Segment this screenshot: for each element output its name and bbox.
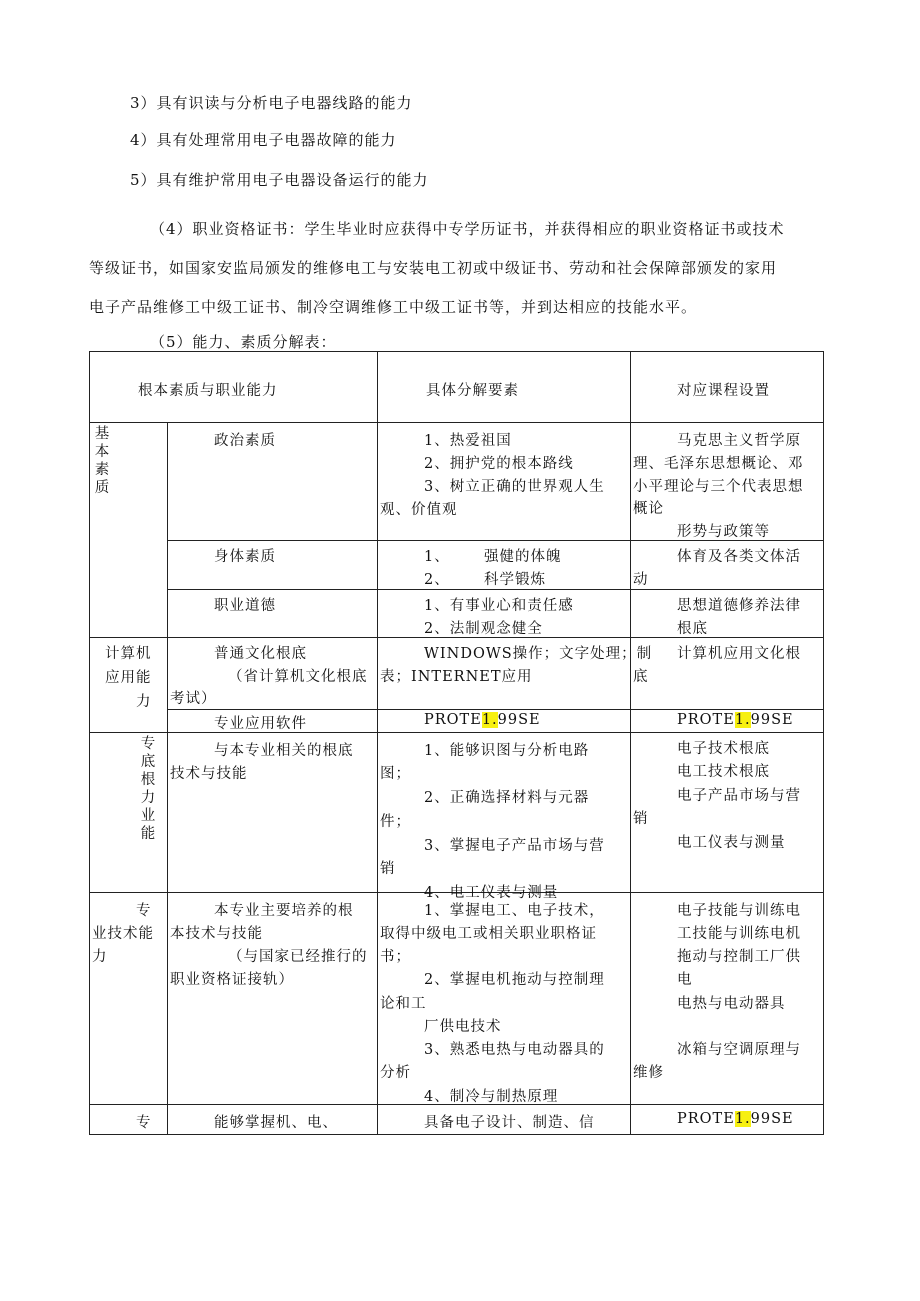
table-row xyxy=(90,590,824,638)
element-line: 3、树立正确的世界观人生 xyxy=(424,479,605,495)
course-line: 理、毛泽东思想概论、邓 xyxy=(633,456,804,472)
category-foundation: 专底根力业能 xyxy=(140,736,156,842)
row-name: 技术与技能 xyxy=(170,766,248,782)
element-line: 4、制冷与制热原理 xyxy=(424,1089,559,1105)
element-line: 3、熟悉电热与电动器具的 xyxy=(424,1042,605,1058)
element-line: 图； xyxy=(380,766,411,782)
element-line: 1、热爱祖国 xyxy=(424,433,512,449)
course-line: 冰箱与空调原理与 xyxy=(677,1042,801,1058)
software-element: PROTE1.99SE xyxy=(424,712,541,728)
cert-paragraph-line: （4）职业资格证书：学生毕业时应获得中专学历证书，并获得相应的职业资格证书或技术 xyxy=(150,220,785,238)
category-basic: 基本素质 xyxy=(94,426,110,496)
element-line: WINDOWS操作；文字处理；制 xyxy=(424,646,653,662)
category-tech: 力 xyxy=(92,949,108,965)
element-line: 强健的体魄 xyxy=(484,549,562,565)
course-line: 电热与电动器具 xyxy=(677,996,786,1012)
table-row xyxy=(90,423,824,541)
row-name: 能够掌握机、电、 xyxy=(214,1115,338,1131)
element-line: 3、掌握电子产品市场与营 xyxy=(424,838,605,854)
category-computer: 应用能 xyxy=(105,670,152,686)
element-line: 观、价值观 xyxy=(380,502,458,518)
category-computer: 计算机 xyxy=(105,646,152,662)
table-row xyxy=(90,1105,824,1135)
table-title: （5）能力、素质分解表： xyxy=(150,333,337,351)
ability-item: 5）具有维护常用电子电器设备运行的能力 xyxy=(130,171,429,189)
header-cell: 根本素质与职业能力 xyxy=(138,383,278,399)
element-line: 分析 xyxy=(380,1065,411,1081)
course-line: 销 xyxy=(633,811,649,827)
element-line: 件； xyxy=(380,814,411,830)
element-line: 1、能够识图与分析电路 xyxy=(424,743,590,759)
row-name-note: （省计算机文化根底 xyxy=(228,669,368,685)
element-line: 2、拥护党的根本路线 xyxy=(424,456,574,472)
course-line: 拖动与控制工厂供 xyxy=(677,949,801,965)
software-course: PROTE1.99SE xyxy=(677,1111,794,1127)
row-name: 与本专业相关的根底 xyxy=(214,743,354,759)
element-line: 论和工 xyxy=(380,996,427,1012)
table-header-row xyxy=(90,352,824,423)
cert-paragraph-line: 等级证书，如国家安监局颁发的维修电工与安装电工初或中级证书、劳动和社会保障部颁发的家用 xyxy=(89,259,778,277)
element-line: 厂供电技术 xyxy=(424,1019,502,1035)
category-computer: 力 xyxy=(136,694,152,710)
element-line: 4、电工仪表与测量 xyxy=(424,885,559,901)
element-line: 1、有事业心和责任感 xyxy=(424,598,574,614)
element-line: 2、正确选择材料与元器 xyxy=(424,790,590,806)
course-line: 电工仪表与测量 xyxy=(677,835,786,851)
element-line: 2、法制观念健全 xyxy=(424,621,543,637)
header-cell: 对应课程设置 xyxy=(677,383,770,399)
row-name: 身体素质 xyxy=(214,549,276,565)
course-line: 计算机应用文化根 xyxy=(677,646,801,662)
course-line: 形势与政策等 xyxy=(677,524,770,540)
course-line: 电 xyxy=(677,972,693,988)
category-tech: 业技术能 xyxy=(92,926,154,942)
table-row xyxy=(90,541,824,590)
course-line: 概论 xyxy=(633,501,664,517)
course-line: 底 xyxy=(633,669,649,685)
element-line: 取得中级电工或相关职业职格证 xyxy=(380,926,597,942)
row-name-note: 考试） xyxy=(170,691,217,707)
ability-item: 4）具有处理常用电子电器故障的能力 xyxy=(130,131,397,149)
course-line: 小平理论与三个代表思想 xyxy=(633,479,804,495)
row-name: 政治素质 xyxy=(214,433,276,449)
course-line: 电子产品市场与营 xyxy=(677,788,801,804)
table-row xyxy=(90,893,824,1105)
element-line: 书； xyxy=(380,949,411,965)
course-line: 马克思主义哲学原 xyxy=(677,433,801,449)
element-line: 具备电子设计、制造、信 xyxy=(424,1115,595,1131)
header-cell: 具体分解要素 xyxy=(426,383,519,399)
element-line: 1、掌握电工、电子技术， xyxy=(424,903,605,919)
course-line: 工技能与训练电机 xyxy=(677,926,801,942)
highlight: 1. xyxy=(734,712,751,728)
ability-table xyxy=(89,351,824,1135)
element-line: 科学锻炼 xyxy=(484,572,546,588)
row-name: 专业应用软件 xyxy=(214,716,307,732)
highlight: 1. xyxy=(734,1111,751,1127)
highlight: 1. xyxy=(481,712,498,728)
ability-item: 3）具有识读与分析电子电器线路的能力 xyxy=(130,94,413,112)
row-name: 本技术与技能 xyxy=(170,926,263,942)
table-row xyxy=(90,710,824,733)
element-line: 2、掌握电机拖动与控制理 xyxy=(424,972,605,988)
course-line: 根底 xyxy=(677,621,708,637)
table-row xyxy=(90,638,824,710)
course-line: 电子技术根底 xyxy=(677,741,770,757)
table-row xyxy=(90,733,824,893)
cert-paragraph-line: 电子产品维修工中级工证书、制冷空调维修工中级工证书等，并到达相应的技能水平。 xyxy=(89,298,698,316)
course-line: 动 xyxy=(633,572,649,588)
row-name: 本专业主要培养的根 xyxy=(214,903,354,919)
row-name: 职业资格证接轨） xyxy=(170,972,294,988)
category-last: 专 xyxy=(136,1115,152,1131)
software-course: PROTE1.99SE xyxy=(677,712,794,728)
course-line: 维修 xyxy=(633,1065,664,1081)
element-line: 销 xyxy=(380,861,396,877)
course-line: 体育及各类文体活 xyxy=(677,549,801,565)
course-line: 电子技能与训练电 xyxy=(677,903,801,919)
category-tech: 专 xyxy=(136,903,152,919)
row-name: （与国家已经推行的 xyxy=(228,949,368,965)
course-line: 思想道德修养法律 xyxy=(677,598,801,614)
element-line: 2、 xyxy=(424,572,450,588)
row-name: 职业道德 xyxy=(214,598,276,614)
element-line: 1、 xyxy=(424,549,450,565)
element-line: 表；INTERNET应用 xyxy=(380,669,533,685)
course-line: 电工技术根底 xyxy=(677,764,770,780)
row-name: 普通文化根底 xyxy=(214,646,307,662)
